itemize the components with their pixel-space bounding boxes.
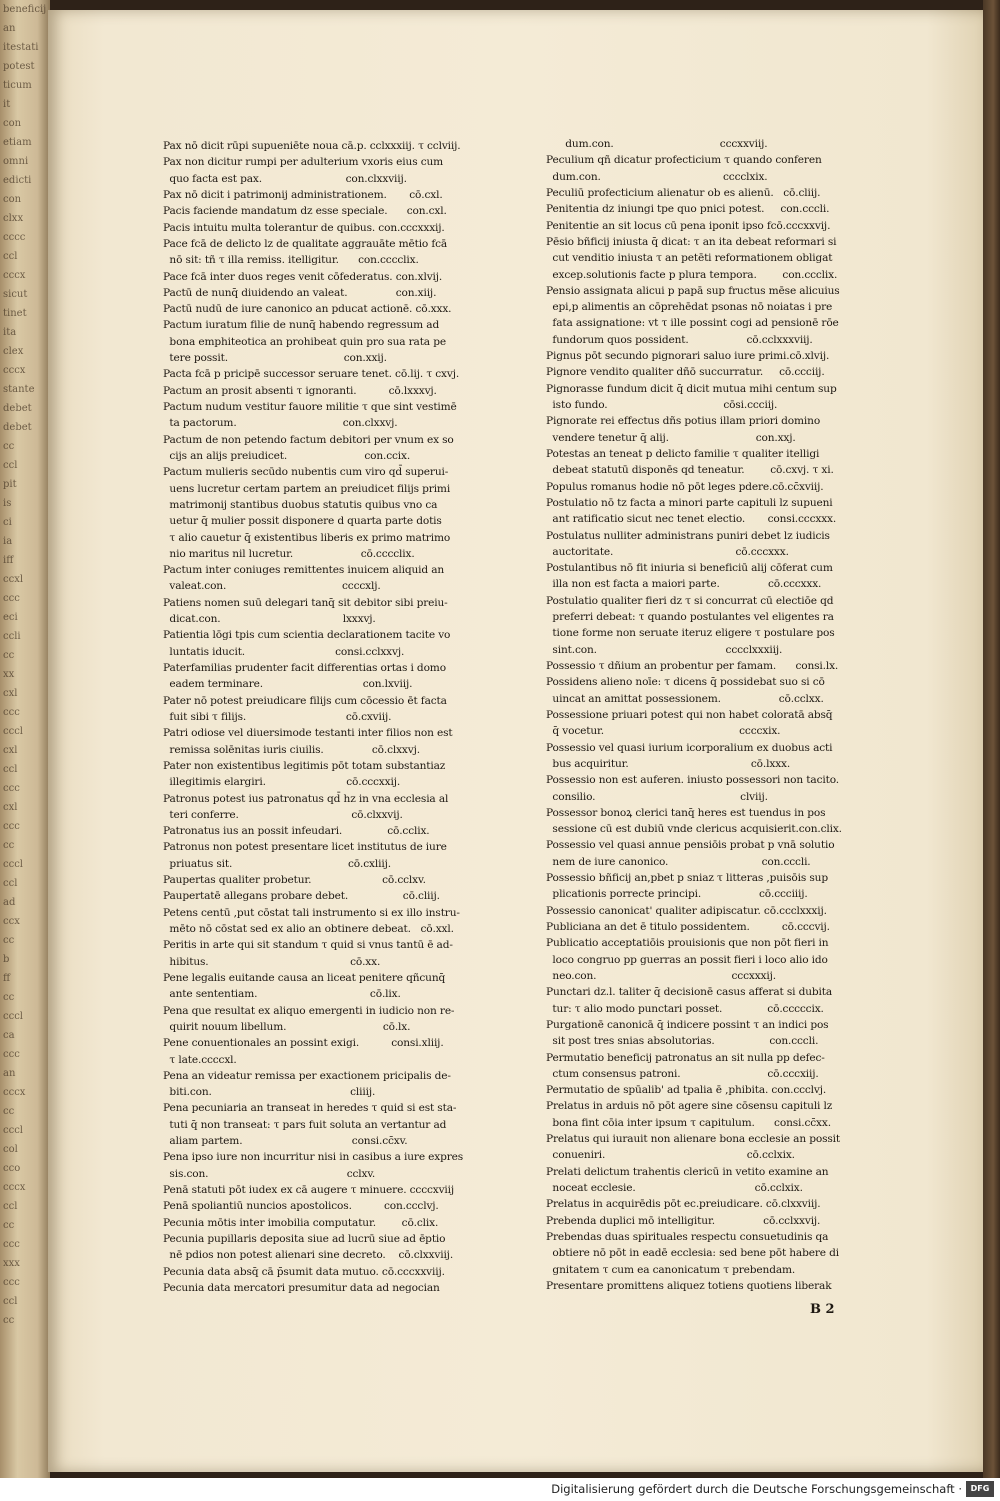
edge-text-fragment: cc xyxy=(3,935,15,946)
index-entry-line: quo facta est pax. con.clxxviij. xyxy=(163,172,407,185)
index-entry-line: illa non est facta a maiori parte. cō.cccxxx. xyxy=(546,578,822,591)
index-entry-line: conueniri. cō.cclxix. xyxy=(546,1149,795,1162)
edge-text-fragment: cccx xyxy=(3,270,26,281)
edge-text-fragment: edicti xyxy=(3,175,32,186)
index-entry-line: Postulantibus nō fit iniuria si beneficiū alij cōferat cum xyxy=(546,562,833,575)
index-entry-line: uens lucretur certam partem an preiudicet filijs primi xyxy=(163,482,451,495)
index-entry-line: auctoritate. cō.cccxxx. xyxy=(546,545,789,558)
index-entry-line: Petens centū ,put cōstat tali instrumento si ex illo instru- xyxy=(163,906,460,919)
index-entry-line: bona fint cōia inter ipsum τ capitulum. consi.cc̄xx. xyxy=(546,1116,831,1129)
left-index-column xyxy=(163,138,485,1296)
index-entry-line: neo.con. cccxxxij. xyxy=(546,969,776,982)
edge-text-fragment: cco xyxy=(3,1163,21,1174)
edge-text-fragment: cc xyxy=(3,840,15,851)
edge-text-fragment: cccl xyxy=(3,726,23,737)
index-entry-line: fata assignatione: vt τ ille possint cogi ad pensionē rōe xyxy=(546,317,839,330)
index-entry-line: Pignore vendito qualiter dñō succurratur. cō.ccciij. xyxy=(546,366,825,379)
index-entry-line: preferri debeat: τ quando postulantes vel eligentes ra xyxy=(546,611,834,624)
edge-text-fragment: ff xyxy=(3,973,11,984)
edge-text-fragment: ccc xyxy=(3,821,20,832)
index-entry-line: Possessio bñficij an,pbet p sniaz τ litteras ,puisōis sup xyxy=(546,872,828,885)
index-entry-line: Pacis faciende mandatum dz esse speciale. con.cxl. xyxy=(163,205,447,218)
index-entry-line: sessione cū est dubiū vnde clericus acquisierit.con.clix. xyxy=(546,823,842,836)
edge-text-fragment: ccc xyxy=(3,1239,20,1250)
index-entry-line: consilio. clviij. xyxy=(546,790,768,803)
index-entry-line: debeat statutū disponēs qd teneatur. cō.cxvj. τ xi. xyxy=(546,464,834,477)
index-entry-line: sit post tres snias absolutorias. con.cccli. xyxy=(546,1035,819,1048)
edge-text-fragment: cccc xyxy=(3,232,26,243)
index-entry-line: isto fundo. cōsi.ccciij. xyxy=(546,399,778,411)
signature-mark: B 2 xyxy=(810,1302,835,1317)
edge-text-fragment: cc xyxy=(3,1106,15,1117)
edge-text-fragment: itestati xyxy=(3,42,39,53)
index-entry-line: illegitimis elargiri. cō.cccxxij. xyxy=(163,776,401,789)
edge-text-fragment: omni xyxy=(3,156,29,167)
previous-page-edge xyxy=(0,0,50,1478)
index-entry-line: luntatis iducit. consi.cclxxvj. xyxy=(163,645,405,658)
dfg-logo: DFG xyxy=(966,1481,994,1497)
edge-text-fragment: ccl xyxy=(3,1201,18,1212)
edge-text-fragment: b xyxy=(3,954,10,965)
index-entry-line: Pace fcā de delicto lz de qualitate aggrauāte mētio fcā xyxy=(163,237,448,250)
index-entry-line: tere possit. con.xxij. xyxy=(163,352,387,365)
index-entry-line: Postulatus nulliter administrans puniri debet lz iudicis xyxy=(546,529,830,542)
index-entry-line: aliam partem. consi.cc̄xv. xyxy=(163,1135,408,1148)
index-entry-line: dum.con. cccclxix. xyxy=(546,170,768,183)
edge-text-fragment: col xyxy=(3,1144,18,1155)
edge-text-fragment: con xyxy=(3,194,22,205)
index-entry-line: tione forme non seruate iteruz eligere τ postulare pos xyxy=(546,627,835,640)
index-entry-line: Pactum iuratum filie de nunq̄ habendo regressum ad xyxy=(163,319,440,332)
index-entry-line: Possessor bonoꝝ clerici tanq̄ heres est tuendus in pos xyxy=(546,806,826,819)
index-entry-line: Penā statuti pōt iudex ex cā augere τ minuere. ccccxviij xyxy=(163,1184,455,1196)
index-entry-line: Pensio assignata alicui p papā sup fructus mēse alicuius xyxy=(546,284,840,297)
index-entry-line: Pax non dicitur rumpi per adulterium vxoris eius cum xyxy=(163,156,444,169)
edge-text-fragment: ccl xyxy=(3,878,18,889)
index-entry-line: Paupertatē allegans probare debet. cō.cliij. xyxy=(163,890,440,903)
edge-text-fragment: ccc xyxy=(3,593,20,604)
index-entry-line: Possessio vel quasi annue pensiōis probat p vnā solutio xyxy=(546,839,835,852)
index-entry-line: teri conferre. cō.clxxvij. xyxy=(163,808,403,821)
index-entry-line: Presentare promittens aliquez totiens quotiens liberak xyxy=(546,1279,832,1292)
index-entry-line: nō sit: tñ τ illa remiss. itelligitur. con.cccclix. xyxy=(163,254,419,267)
edge-text-fragment: cc xyxy=(3,992,15,1003)
index-entry-line: nem de iure canonico. con.cccli. xyxy=(546,855,811,868)
index-entry-line: biti.con. cliiij. xyxy=(163,1086,376,1099)
index-entry-line: valeat.con. ccccxlj. xyxy=(163,580,381,593)
index-entry-line: Prelatus in acquirēdis pōt ec.preiudicare. cō.clxxviij. xyxy=(546,1198,821,1211)
index-entry-line: Permutatio de spūalib' ad tpalia ē ,phibita. con.ccclvj. xyxy=(546,1084,827,1097)
index-entry-line: loco congruo pp guerras an possit fieri i loco alio ido xyxy=(546,953,828,966)
index-entry-line: fuit sibi τ filijs. cō.cxviij. xyxy=(163,710,392,723)
index-entry-line: Patientia lōgi tpis cum scientia declarationem tacite vo xyxy=(163,629,451,642)
index-entry-line: Prebendas duas spirituales respectu consuetudinis qa xyxy=(546,1230,829,1243)
index-entry-line: vendere tenetur q̄ alij. con.xxj. xyxy=(546,431,796,444)
edge-text-fragment: cccx xyxy=(3,1087,26,1098)
index-entry-line: Pignus pōt secundo pignorari saluo iure primi.cō.xlvij. xyxy=(546,350,830,363)
index-entry-line: Pene conuentionales an possint exigi. consi.xliij. xyxy=(163,1037,444,1050)
edge-text-fragment: ccc xyxy=(3,1049,20,1060)
index-entry-line: remissa solēnitas iuris ciuilis. cō.clxxvj. xyxy=(163,743,420,756)
index-entry-line: bona emphiteotica an prohibeat quin pro sua rata pe xyxy=(163,335,446,348)
index-entry-line: Pater nō potest preiudicare filijs cum cōcessio ēt facta xyxy=(163,694,447,707)
index-entry-line: obtiere nō pōt in eadē ecclesia: sed bene pōt habere di xyxy=(546,1247,839,1260)
index-entry-line: Pactum mulieris secūdo nubentis cum viro qd̄ superui- xyxy=(163,466,449,479)
index-entry-line: Penā spoliantiū nuncios apostolicos. con.ccclvj. xyxy=(163,1200,439,1213)
edge-text-fragment: ticum xyxy=(3,80,32,91)
index-entry-line: Permutatio beneficij patronatus an sit nulla pp defec- xyxy=(546,1051,825,1064)
index-entry-line: uincat an amittat possessionem. cō.cclxx. xyxy=(546,692,824,705)
index-entry-line: ante sententiam. cō.lix. xyxy=(163,988,401,1001)
edge-text-fragment: ccl xyxy=(3,1296,18,1307)
edge-text-fragment: ccli xyxy=(3,631,21,642)
index-entry-line: tur: τ alio modo punctari posset. cō.cccccix. xyxy=(546,1002,824,1015)
edge-text-fragment: xx xyxy=(3,669,15,680)
index-entry-line: tuti q̄ non transeat: τ pars fuit soluta an vertantur ad xyxy=(163,1118,447,1131)
edge-text-fragment: ia xyxy=(3,536,13,547)
edge-text-fragment: ita xyxy=(3,327,17,338)
edge-text-fragment: ad xyxy=(3,897,16,908)
index-entry-line: Prebenda duplici mō intelligitur. cō.cclxxvij. xyxy=(546,1214,821,1227)
index-entry-line: Patronus non potest presentare licet institutus de iure xyxy=(163,841,447,854)
edge-text-fragment: cccx xyxy=(3,1182,26,1193)
index-entry-line: bus acquiritur. cō.lxxx. xyxy=(546,757,791,770)
edge-text-fragment: pit xyxy=(3,479,17,490)
index-entry-line: matrimonij stantibus duobus statutis quibus vno ca xyxy=(163,498,438,511)
index-entry-line: q̄ vocetur. ccccxix. xyxy=(546,725,781,738)
edge-text-fragment: ci xyxy=(3,517,12,528)
index-entry-line: Pena ipso iure non incurritur nisi in casibus a iure expres xyxy=(163,1151,464,1164)
edge-text-fragment: ccl xyxy=(3,251,18,262)
index-entry-line: Pax nō dicit rūpi supueniēte noua cā.p. cclxxxiij. τ cclviij. xyxy=(163,140,461,152)
edge-text-fragment: cccx xyxy=(3,365,26,376)
index-entry-line: Peculium qñ dicatur profecticium τ quando conferen xyxy=(546,154,822,167)
edge-text-fragment: an xyxy=(3,23,16,34)
edge-text-fragment: ccc xyxy=(3,1277,20,1288)
index-entry-line: Peculiū profecticium alienatur ob es alienū. cō.cliij. xyxy=(546,186,821,199)
index-entry-line: Pactū de nunq̄ diuidendo an valeat. con.xiij. xyxy=(163,286,437,299)
index-entry-line: Paterfamilias prudenter facit differentias ortas i domo xyxy=(163,662,446,674)
index-entry-line: Patronatus ius an possit infeudari. cō.cclix. xyxy=(163,825,430,838)
index-entry-line: Pignorasse fundum dicit q̄ dicit mutua mihi centum sup xyxy=(546,382,837,395)
index-entry-line: Possessione priuari potest qui non habet coloratā absq̄ xyxy=(546,708,833,721)
index-entry-line: dicat.con. lxxxvj. xyxy=(163,613,376,626)
index-entry-line: τ late.ccccxl. xyxy=(163,1053,237,1066)
edge-text-fragment: cc xyxy=(3,650,15,661)
edge-text-fragment: cccl xyxy=(3,1125,23,1136)
index-entry-line: Potestas an teneat p delicto familie τ qualiter itelligi xyxy=(546,447,820,460)
edge-text-fragment: xxx xyxy=(3,1258,20,1269)
edge-text-fragment: ccc xyxy=(3,707,20,718)
index-entry-line: sint.con. cccclxxxiij. xyxy=(546,643,783,656)
index-entry-line: Publicatio acceptatiōis prouisionis que non pōt fieri in xyxy=(546,937,829,950)
index-entry-line: Pene legalis euitande causa an liceat penitere qñcunq̄ xyxy=(163,971,446,984)
edge-text-fragment: is xyxy=(3,498,12,509)
edge-text-fragment: iff xyxy=(3,555,14,566)
index-entry-line: cut venditio iniusta τ an petēti reformationem obligat xyxy=(546,252,833,265)
index-entry-line: fundorum quos possident. cō.cclxxxviij. xyxy=(546,333,813,346)
index-entry-line: Prelatus qui iurauit non alienare bona ecclesie an possit xyxy=(546,1133,840,1146)
edge-text-fragment: cxl xyxy=(3,802,18,813)
index-entry-line: plicationis porrecte principi. cō.ccciiij. xyxy=(546,888,808,901)
edge-text-fragment: debet xyxy=(3,422,32,433)
edge-text-fragment: cccl xyxy=(3,859,23,870)
index-entry-line: Pater non existentibus legitimis pōt totam substantiaz xyxy=(163,759,446,772)
index-entry-line: uetur q̄ mulier possit disponere d quarta parte dotis xyxy=(163,515,442,528)
index-entry-line: Publiciana an det ē titulo possidentem. cō.cccvij. xyxy=(546,921,830,933)
index-entry-line: Penitentie an sit locus cū pena iponit ipso fcō.cccxxvij. xyxy=(546,219,831,232)
index-entry-line: Purgationē canonicā q̄ indicere possint τ an indici pos xyxy=(546,1018,829,1031)
index-entry-line: excep.solutionis facte p plura tempora. con.ccclix. xyxy=(546,268,838,281)
index-entry-line: nio maritus nil lucretur. cō.cccclix. xyxy=(163,547,415,560)
edge-text-fragment: ccl xyxy=(3,764,18,775)
footer-credit: Digitalisierung gefördert durch die Deutsche Forschungsgemeinschaft · xyxy=(551,1482,962,1496)
index-entry-line: Pactum de non petendo factum debitori per vnum ex so xyxy=(163,433,454,446)
edge-text-fragment: tinet xyxy=(3,308,27,319)
index-entry-line: Pace fcā inter duos reges venit cōfederatus. con.xlvij. xyxy=(163,270,443,283)
index-entry-line: Pactū nudū de iure canonico an pducat actionē. cō.xxx. xyxy=(163,303,452,316)
edge-text-fragment: ccc xyxy=(3,783,20,794)
index-entry-line: Pacis intuitu multa tolerantur de quibus. con.cccxxxij. xyxy=(163,221,445,234)
index-entry-line: quirit nouum libellum. cō.lx. xyxy=(163,1020,411,1033)
index-entry-line: Pena an videatur remissa per exactionem pricipalis de- xyxy=(163,1069,451,1082)
index-entry-line: Paupertas qualiter probetur. cō.cclxv. xyxy=(163,874,426,887)
edge-text-fragment: cxl xyxy=(3,745,18,756)
index-entry-line: eadem terminare. con.lxviij. xyxy=(163,678,413,691)
edge-text-fragment: cc xyxy=(3,1315,15,1326)
index-entry-line: Pena pecuniaria an transeat in heredes τ quid si est sta- xyxy=(163,1102,457,1115)
index-entry-line: Pactum an prosit absenti τ ignoranti. cō.lxxxvj. xyxy=(163,384,437,397)
edge-text-fragment: stante xyxy=(3,384,35,395)
index-entry-line: ctum consensus patroni. cō.cccxiij. xyxy=(546,1067,819,1080)
edge-text-fragment: an xyxy=(3,1068,16,1079)
edge-text-fragment: debet xyxy=(3,403,32,414)
index-entry-line: Possessio non est auferen. iniusto possessori non tacito. xyxy=(546,774,839,787)
index-entry-line: τ alio cauetur q̄ existentibus liberis ex primo matrimo xyxy=(163,531,451,544)
edge-text-fragment: sicut xyxy=(3,289,28,300)
index-entry-line: Pecunia pupillaris deposita siue ad lucrū siue ad ēptio xyxy=(163,1232,446,1245)
edge-text-fragment: con xyxy=(3,118,22,129)
edge-text-fragment: ca xyxy=(3,1030,15,1041)
index-entry-line: Punctari dz.l. taliter q̄ decisionē casus afferat si dubita xyxy=(546,986,833,999)
index-entry-line: Peritis in arte qui sit standum τ quid si vnus tantū ē ad- xyxy=(163,939,453,952)
edge-text-fragment: etiam xyxy=(3,137,32,148)
index-entry-line: Possessio τ dñium an probentur per famam. consi.lx. xyxy=(546,660,839,672)
index-entry-line: Possidens alieno noīe: τ dicens q̄ possidebat suo si cō xyxy=(546,676,825,689)
index-entry-line: Possessio canonicat' qualiter adipiscatur. cō.ccclxxxij. xyxy=(546,904,827,917)
index-entry-line: epi,p alimentis an cōprehēdat psonas nō noiatas i pre xyxy=(546,301,833,314)
index-entry-line: priuatus sit. cō.cxliij. xyxy=(163,857,391,870)
index-entry-line: ta pactorum. con.clxxvj. xyxy=(163,417,398,430)
book-page xyxy=(48,10,983,1472)
edge-text-fragment: ccx xyxy=(3,916,20,927)
index-entry-line: hibitus. cō.xx. xyxy=(163,955,381,968)
edge-text-fragment: cccl xyxy=(3,1011,23,1022)
edge-text-fragment: cc xyxy=(3,441,15,452)
index-entry-line: noceat ecclesie. cō.cclxix. xyxy=(546,1182,803,1194)
right-index-column xyxy=(546,136,872,1294)
edge-text-fragment: it xyxy=(3,99,11,110)
edge-text-fragment: cxl xyxy=(3,688,18,699)
index-entry-line: Pena que resultat ex aliquo emergenti in iudicio non re- xyxy=(163,1004,455,1017)
index-entry-line: Pecunia data absq̄ cā p̄sumit data mutuo. cō.cccxxviij. xyxy=(163,1265,445,1278)
edge-text-fragment: ccl xyxy=(3,460,18,471)
edge-text-fragment: ccxl xyxy=(3,574,24,585)
book-cover-edge xyxy=(983,0,1000,1478)
index-entry-line: Patiens nomen suū delegari tanq̄ sit debitor sibi preiu- xyxy=(163,596,448,609)
index-entry-line: Postulatio qualiter fieri dz τ si concurrat cū electiōe qd xyxy=(546,594,834,607)
index-entry-line: Prelatus in arduis nō pōt agere sine cōsensu capituli lz xyxy=(546,1100,833,1113)
index-entry-line: Postulatio nō tz facta a minori parte capituli lz supueni xyxy=(546,496,833,509)
index-entry-line: mēto nō cōstat sed ex alio an obtinere debeat. cō.xxl. xyxy=(163,923,454,935)
index-entry-line: cijs an alijs preiudicet. con.ccix. xyxy=(163,449,411,462)
index-entry-line: ant ratificatio sicut nec tenet electio. consi.cccxxx. xyxy=(546,513,837,526)
index-entry-line: Prelati delictum trahentis clericū in vetito examine an xyxy=(546,1165,829,1178)
index-entry-line: Pignorate rei effectus dñs potius illam priori domino xyxy=(546,415,821,428)
index-entry-line: Populus romanus hodie nō pōt leges pdere.cō.cc̄xviij. xyxy=(546,480,824,493)
index-entry-line: Possessio vel quasi iurium icorporalium ex duobus acti xyxy=(546,741,833,754)
edge-text-fragment: potest xyxy=(3,61,35,72)
index-entry-line: Pecunia data mercatori presumitur data ad negocian xyxy=(163,1281,440,1294)
index-entry-line: gnitatem τ cum ea canonicatum τ prebendam. xyxy=(546,1263,796,1276)
index-entry-line: sis.con. cclxv. xyxy=(163,1167,376,1180)
index-entry-line: Pax nō dicit i patrimonij administrationem. cō.cxl. xyxy=(163,188,443,201)
edge-text-fragment: cc xyxy=(3,1220,15,1231)
index-entry-line: Pactum inter coniuges remittentes inuicem aliquid an xyxy=(163,564,445,577)
index-entry-line: Pecunia mōtis inter imobilia computatur. cō.clix. xyxy=(163,1216,439,1229)
index-entry-line: dum.con. cccxxviij. xyxy=(546,138,768,150)
index-entry-line: Penitentia dz iniungi tpe quo pnici potest. con.cccli. xyxy=(546,203,830,216)
index-entry-line: Pacta fcā p pricipē successor seruare tenet. cō.lij. τ cxvj. xyxy=(163,368,460,381)
index-entry-line: Patronus potest ius patronatus qd̄ hz in vna ecclesia al xyxy=(163,792,449,805)
index-entry-line: Patri odiose vel diuersimode testanti inter filios non est xyxy=(163,727,453,740)
index-entry-line: Pactum nudum vestitur fauore militie τ que sint vestimē xyxy=(163,401,457,413)
edge-text-fragment: beneficij xyxy=(3,4,47,15)
index-entry-line: nē pdios non potest alienari sine decreto. cō.clxxviij. xyxy=(163,1249,454,1262)
edge-text-fragment: eci xyxy=(3,612,18,623)
edge-text-fragment: clxx xyxy=(3,213,24,224)
digitization-footer xyxy=(0,1478,1000,1501)
edge-text-fragment: clex xyxy=(3,346,24,357)
index-entry-line: Pēsio bñficij iniusta q̄ dicat: τ an ita debeat reformari si xyxy=(546,235,837,248)
